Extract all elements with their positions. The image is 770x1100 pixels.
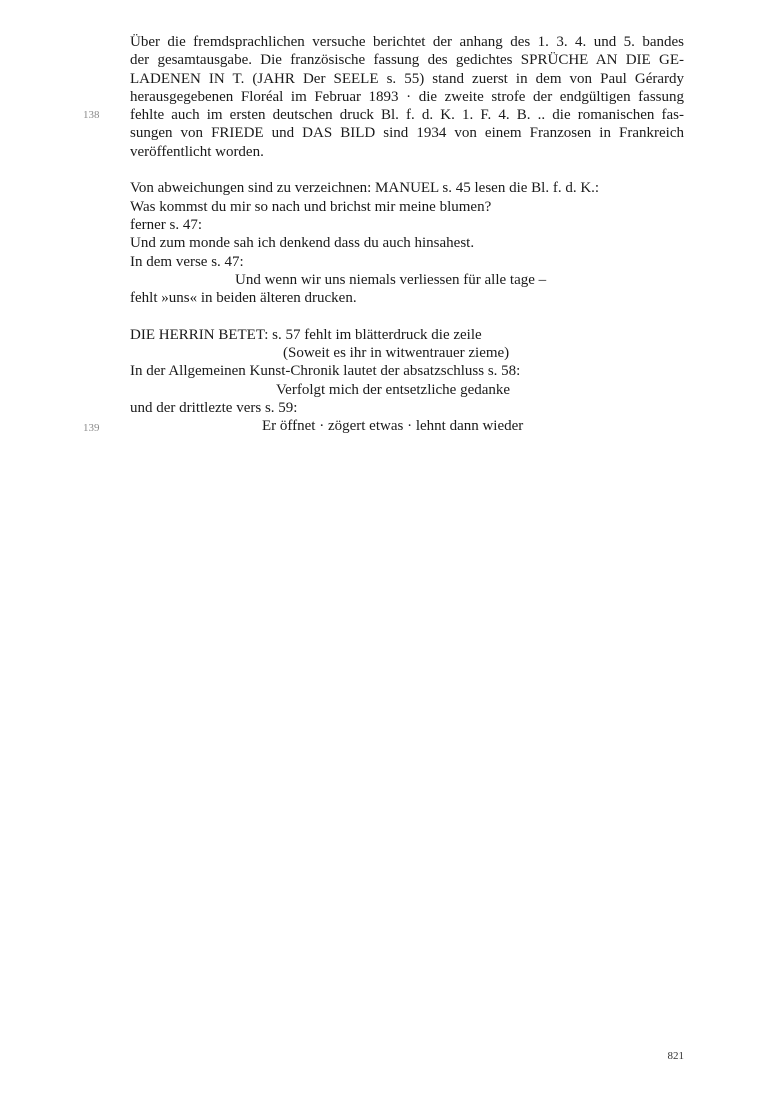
quoted-verse: Und wenn wir uns niemals verliessen für alle tage – xyxy=(235,271,547,288)
text-line: Von abweichungen sind zu verzeichnen: MANUEL s. 45 lesen die Bl. f. d. K.: xyxy=(130,180,600,197)
margin-line-number: 138 xyxy=(83,109,100,121)
text-line: und der drittlezte vers s. 59: xyxy=(130,399,298,416)
margin-line-number: 139 xyxy=(83,422,100,434)
main-text xyxy=(130,33,684,436)
quoted-verse: (Soweit es ihr in witwentrauer zieme) xyxy=(283,345,510,362)
text-line: ferner s. 47: xyxy=(130,216,203,233)
paragraph-herrin-betet xyxy=(130,326,684,436)
paragraph-spacer xyxy=(130,161,684,179)
quoted-verse: Er öffnet · zögert etwas · lehnt dann wieder xyxy=(262,418,524,435)
text-line: DIE HERRIN BETET: s. 57 fehlt im blätterdruck die zeile xyxy=(130,326,482,343)
quoted-verse: Und zum monde sah ich denkend dass du auch hinsahest. xyxy=(130,235,475,252)
quoted-verse: Verfolgt mich der entsetzliche gedanke xyxy=(276,381,511,398)
text-line: sungen von FRIEDE und DAS BILD sind 1934 von einem Franzosen in Frankreich xyxy=(130,125,684,142)
paragraph-foreign-versions xyxy=(130,33,684,161)
text-line: fehlte auch im ersten deutschen druck Bl. f. d. K. 1. F. 4. B. .. die romanischen fas- xyxy=(130,107,684,124)
paragraph-variants xyxy=(130,179,684,307)
text-line: herausgegebenen Floréal im Februar 1893 · die zweite strofe der endgültigen fassung xyxy=(130,88,684,105)
text-line: Über die fremdsprachlichen versuche berichtet der anhang des 1. 3. 4. und 5. bandes xyxy=(130,34,684,50)
page-number: 821 xyxy=(667,1050,684,1062)
text-line: LADENEN IN T. (JAHR Der SEELE s. 55) stand zuerst in dem von Paul Gérardy xyxy=(130,70,684,87)
text-line: In der Allgemeinen Kunst-Chronik lautet der absatzschluss s. 58: xyxy=(130,363,521,380)
quoted-verse: Was kommst du mir so nach und brichst mir meine blumen? xyxy=(130,198,492,215)
paragraph-spacer xyxy=(130,307,684,325)
text-line: fehlt »uns« in beiden älteren drucken. xyxy=(130,290,357,307)
text-line: der gesamtausgabe. Die französische fassung des gedichtes SPRÜCHE AN DIE GE- xyxy=(130,52,684,69)
text-line: In dem verse s. 47: xyxy=(130,253,244,270)
text-line: veröffentlicht worden. xyxy=(130,143,264,160)
